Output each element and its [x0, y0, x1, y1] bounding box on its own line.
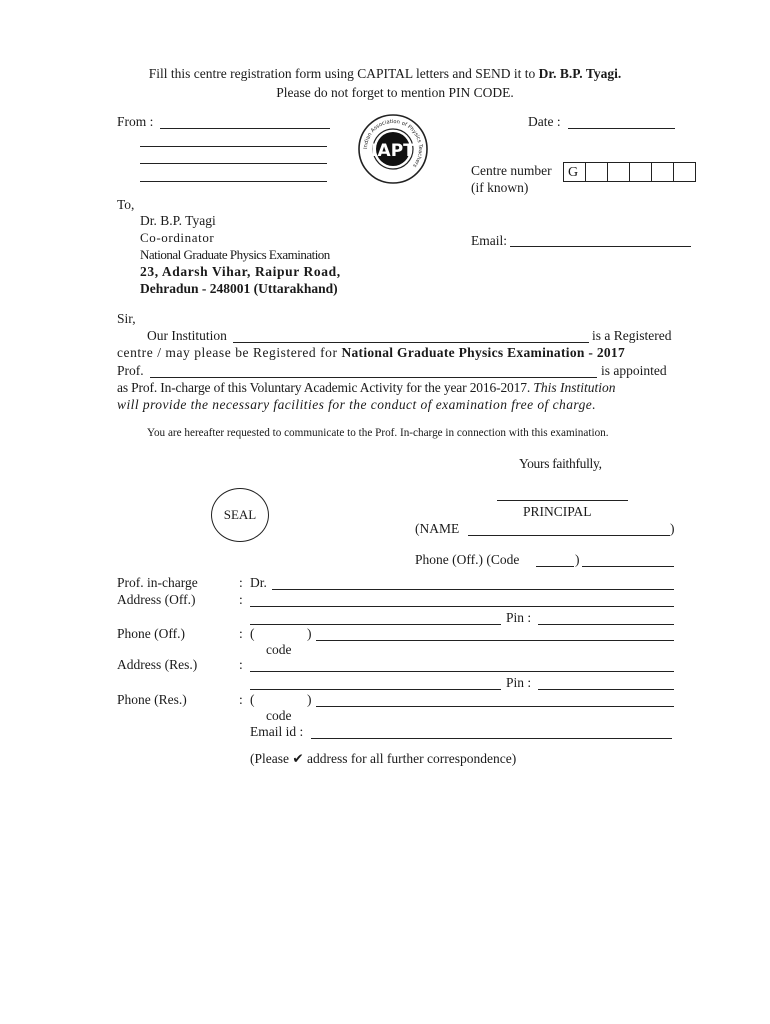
signature-line[interactable] [497, 500, 628, 501]
colon: : [239, 575, 243, 590]
incharge-text: as Prof. In-charge of this Voluntary Academic Activity for the year 2016-2017. [117, 380, 534, 395]
to-role: Co-ordinator [140, 230, 215, 245]
phone-res-label: Phone (Res.) [117, 692, 187, 707]
registration-line [117, 345, 625, 361]
from-label: From : [117, 114, 154, 129]
phone-off-field[interactable] [316, 640, 674, 641]
address-off-label: Address (Off.) [117, 592, 196, 607]
iapt-logo [357, 113, 429, 185]
correspondence-note: (Please ✔ address for all further correspondence) [250, 751, 517, 766]
address-res-field-1[interactable] [250, 671, 674, 672]
paren-close: ) [307, 626, 312, 641]
instruction-recipient: Dr. B.P. Tyagi. [538, 66, 622, 81]
registration-text: centre / may please be Registered for [117, 345, 342, 360]
principal-name-close: ) [670, 521, 675, 536]
paren-close: ) [307, 692, 312, 707]
centre-box[interactable]: G [563, 162, 586, 182]
prof-name-field[interactable] [150, 377, 597, 378]
principal-name-field[interactable] [468, 535, 670, 536]
to-address-1: 23, Adarsh Vihar, Raipur Road, [140, 264, 341, 279]
facilities-text: will provide the necessary facilities for the conduct of examination free of charge. [117, 397, 597, 412]
address-res-field-2[interactable] [250, 689, 501, 690]
address-off-field-1[interactable] [250, 606, 674, 607]
centre-number-label: Centre number [471, 163, 552, 178]
colon: : [239, 657, 243, 672]
instruction-text: Fill this centre registration form using CAPITAL letters and SEND it to [148, 66, 539, 81]
instruction-line-2: Please do not forget to mention PIN CODE. [276, 85, 514, 100]
instruction-line-1 [0, 66, 770, 82]
principal-phone-close: ) [575, 552, 580, 567]
salutation: Sir, [117, 311, 136, 326]
registered-text: is a Registered [592, 328, 672, 343]
logo-ring-text: Indian Association of Physics Teachers [362, 118, 424, 169]
email-id-label: Email id : [250, 724, 304, 739]
colon: : [239, 626, 243, 641]
prof-label: Prof. [117, 363, 144, 378]
prof-incharge-name-field[interactable] [272, 589, 674, 590]
paren-open: ( [250, 626, 255, 641]
from-line-3[interactable] [140, 163, 327, 164]
date-label: Date : [528, 114, 561, 129]
from-line-4[interactable] [140, 181, 327, 182]
colon: : [239, 592, 243, 607]
principal-name-open: (NAME [415, 521, 460, 536]
prof-incharge-label: Prof. in-charge [117, 575, 198, 590]
date-field[interactable] [568, 128, 675, 129]
institution-field[interactable] [233, 342, 589, 343]
exam-name: National Graduate Physics Examination - 2017 [341, 345, 626, 360]
colon: : [239, 692, 243, 707]
incharge-line [117, 380, 615, 396]
institution-label: Our Institution [147, 328, 227, 343]
seal-label: SEAL [223, 507, 257, 522]
centre-box[interactable] [673, 162, 696, 182]
to-org: National Graduate Physics Examination [140, 247, 330, 262]
to-name: Dr. B.P. Tyagi [140, 213, 216, 228]
centre-box[interactable] [585, 162, 608, 182]
pin-off-field[interactable] [538, 624, 674, 625]
to-label: To, [117, 197, 135, 212]
email-label: Email: [471, 233, 507, 248]
principal-phone-code-field[interactable] [536, 566, 574, 567]
principal-label: PRINCIPAL [523, 504, 592, 519]
logo-text: IAPT [371, 141, 415, 161]
pin-res-label: Pin : [506, 675, 532, 690]
code-label: code [266, 642, 292, 657]
phone-res-field[interactable] [316, 706, 674, 707]
communication-note: You are hereafter requested to communicate to the Prof. In-charge in connection with this examination. [147, 427, 609, 439]
phone-off-label: Phone (Off.) [117, 626, 185, 641]
pin-res-field[interactable] [538, 689, 674, 690]
paren-open: ( [250, 692, 255, 707]
email-field[interactable] [510, 246, 691, 247]
to-address-2: Dehradun - 248001 (Uttarakhand) [140, 281, 338, 296]
principal-phone-label: Phone (Off.) (Code [415, 552, 520, 567]
from-line-1[interactable] [160, 128, 330, 129]
institution-italic: This Institution [533, 380, 616, 395]
code-label: code [266, 708, 292, 723]
centre-box[interactable] [629, 162, 652, 182]
centre-box[interactable] [651, 162, 674, 182]
centre-number-boxes[interactable] [563, 162, 696, 182]
appointed-text: is appointed [601, 363, 667, 378]
dr-prefix: Dr. [250, 575, 267, 590]
centre-box[interactable] [607, 162, 630, 182]
email-id-field[interactable] [311, 738, 672, 739]
principal-phone-field[interactable] [582, 566, 674, 567]
centre-number-sub: (if known) [471, 180, 529, 195]
seal-circle [211, 488, 269, 542]
yours-faithfully: Yours faithfully, [519, 456, 602, 471]
address-res-label: Address (Res.) [117, 657, 198, 672]
from-line-2[interactable] [140, 146, 327, 147]
pin-off-label: Pin : [506, 610, 532, 625]
address-off-field-2[interactable] [250, 624, 501, 625]
